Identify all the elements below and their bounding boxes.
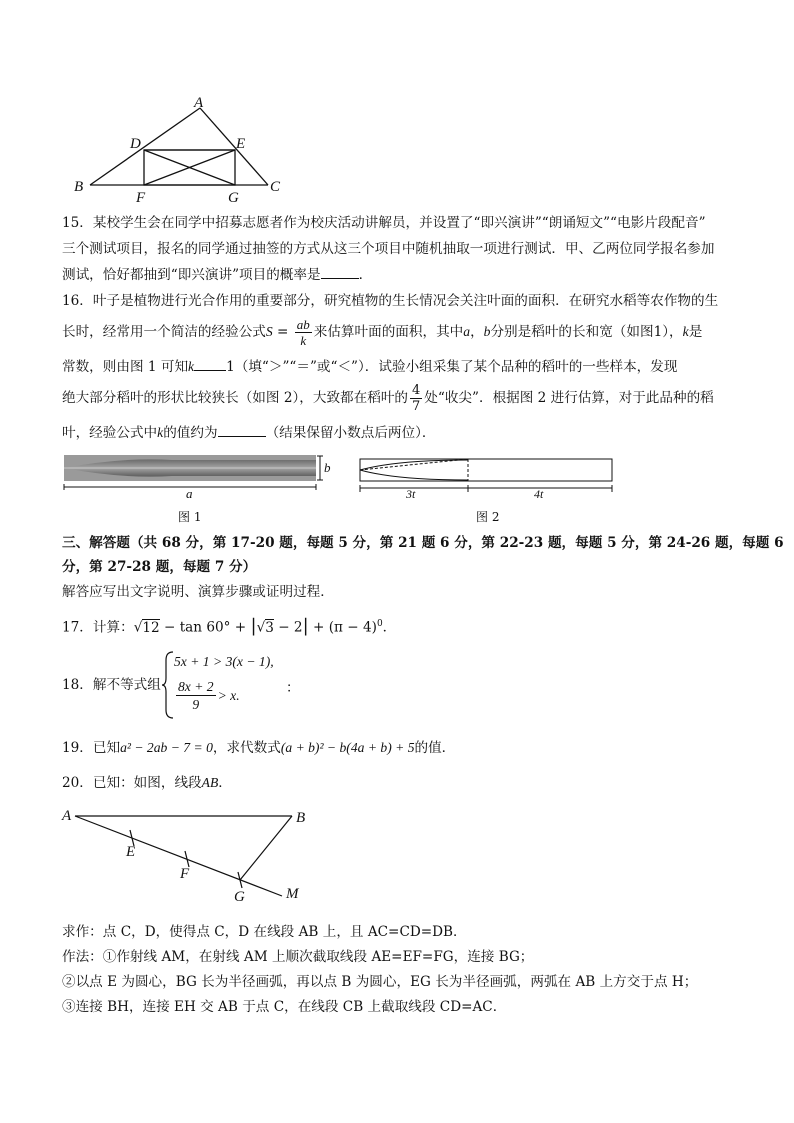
- formula-eq: =: [272, 324, 293, 340]
- q20-requirement: 求作：点 C，D，使得点 C，D 在线段 AB 上，且 AC=CD=DB．: [62, 924, 467, 940]
- figure-1-caption: 图 1: [178, 510, 202, 524]
- q20-method-1: 作法：①作射线 AM，在射线 AM 上顺次截取线段 AE=EF=FG，连接 BG；: [62, 949, 534, 965]
- var-b: b: [483, 324, 491, 339]
- label-E: E: [236, 136, 246, 152]
- plus: +: [308, 619, 329, 636]
- label-F: F: [180, 866, 190, 882]
- inequality-2: [174, 678, 240, 713]
- q16-line2: [62, 316, 702, 348]
- label-M: M: [286, 886, 299, 902]
- q16-text: 叶，经验公式中: [62, 425, 158, 441]
- q16-text: 长时，经常用一个简洁的经验公式: [62, 324, 266, 340]
- q19-expression: (a + b)² − b(4a + b) + 5: [280, 740, 415, 755]
- exponent-0: 0: [376, 619, 383, 629]
- fig1-label-a: a: [186, 486, 193, 500]
- label-C: C: [270, 179, 281, 195]
- q20-prefix: 20．已知：如图，线段: [62, 775, 202, 791]
- q19-mid: ，求代数式: [212, 740, 281, 756]
- system-brace: [162, 650, 174, 720]
- q17-end: ．: [382, 619, 397, 636]
- q16-text: 1（填“＞”“＝”或“＜”）．试验小组采集了某个品种的稻叶的一些样本，发现: [226, 359, 678, 375]
- figure-1-leaf: [62, 452, 338, 500]
- label-F: F: [136, 190, 146, 205]
- q15-text: 测试，恰好都抽到“即兴演讲”项目的概率是: [62, 267, 321, 283]
- label-B: B: [74, 179, 84, 195]
- ineq2-fraction: [176, 678, 216, 713]
- label-A: A: [194, 95, 204, 111]
- section-note: 解答应写出文字说明、演算步骤或证明过程．: [62, 584, 334, 600]
- q15-line2: 三个测试项目，报名的同学通过抽签的方式从这三个项目中随机抽取一项进行测试．甲、乙两位同学报名参加: [62, 241, 715, 257]
- section-heading-line1: 三、解答题（共 68 分，第 17-20 题，每题 5 分，第 21 题 6 分，第 22-23 题，每题 5 分，第 24-26 题，每题 6: [62, 535, 784, 551]
- var-k: k: [188, 359, 195, 374]
- label-D: D: [130, 136, 141, 152]
- ineq2-den: 9: [192, 697, 200, 712]
- q18-colon: ：: [286, 680, 300, 696]
- q16-text: 分别是稻叶的长和宽（如图1），: [490, 324, 683, 340]
- q16-text: 的值约为: [163, 425, 218, 441]
- q19-prefix: 19．已知: [62, 740, 121, 756]
- q20-given: [62, 772, 232, 794]
- q15-end: ．: [358, 267, 373, 283]
- q16-text: 绝大部分稻叶的形状比较狭长（如图 2），大致都在稻叶的: [62, 390, 409, 406]
- q16-line1: 16．叶子是植物进行光合作用的重要部分，研究植物的生长情况会关注叶面的面积．在研究水稻等农作物的生: [62, 293, 719, 309]
- tan-term: − tan 60° +: [159, 619, 251, 636]
- ineq2-num: 8x + 2: [178, 679, 214, 694]
- formula-fraction: [295, 317, 312, 348]
- abs-bar-right: |: [302, 615, 309, 637]
- q17: [62, 610, 396, 642]
- q19-end: 的值．: [414, 740, 456, 756]
- inequality-1: 5x + 1 > 3(x − 1),: [174, 654, 274, 669]
- q15-line1: 15．某校学生会在同学中招募志愿者作为校庆活动讲解员，并设置了“即兴演讲”“朗诵短文”“电影片段配音”: [62, 215, 706, 231]
- q15-line3: [62, 264, 372, 286]
- triangle-figure: [70, 95, 300, 205]
- q17-prefix: 17．计算：: [62, 619, 134, 636]
- answer-blank[interactable]: [321, 264, 359, 279]
- label-A: A: [62, 808, 72, 824]
- var-k: k: [157, 425, 164, 440]
- fig2-label-3t: 3t: [406, 487, 416, 500]
- answer-blank[interactable]: [194, 356, 226, 371]
- figure-2-caption: 图 2: [476, 510, 500, 524]
- q20-end: ．: [218, 775, 232, 791]
- formula-denominator: k: [300, 333, 307, 348]
- sqrt-sign: √: [256, 619, 266, 636]
- q16-text: 是: [688, 324, 703, 340]
- section-heading-line2: 分，第 27-28 题，每题 7 分）: [62, 559, 257, 575]
- segment-AB: AB: [201, 775, 219, 790]
- sqrt-3: 3: [265, 619, 274, 636]
- abs-bar-left: |: [250, 615, 257, 637]
- ineq2-rest: > x.: [217, 687, 240, 703]
- sqrt-12: 12: [142, 619, 160, 636]
- answer-blank[interactable]: [218, 422, 266, 437]
- frac-den: 7: [412, 399, 421, 414]
- q20-method-3: ③连接 BH，连接 EH 交 AB 于点 C，在线段 CB 上截取线段 CD=AC．: [62, 999, 507, 1015]
- fig1-label-b: b: [324, 460, 331, 475]
- frac-num: 4: [412, 383, 421, 398]
- label-E: E: [126, 844, 136, 860]
- pi-term: (π − 4): [328, 619, 377, 636]
- q19-condition: a² − 2ab − 7 = 0: [120, 740, 213, 755]
- label-B: B: [296, 810, 306, 826]
- figure-2-diagram: [356, 452, 618, 500]
- q18-prefix: 18．解不等式组: [62, 677, 161, 693]
- q19: [62, 737, 455, 759]
- q16-text: 常数，则由图 1 可知: [62, 359, 189, 375]
- label-G: G: [228, 190, 239, 205]
- q16-text: （结果保留小数点后两位）．: [265, 425, 436, 441]
- q16-text: 处“收尖”．根据图 2 进行估算，对于此品种的稻: [424, 390, 714, 406]
- fig2-label-4t: 4t: [534, 487, 544, 500]
- q16-text: 来估算叶面的面积，其中: [313, 324, 464, 340]
- q20-method-2: ②以点 E 为圆心，BG 长为半径画弧，再以点 B 为圆心，EG 长为半径画弧，两弧在 AB 上方交于点 H；: [62, 974, 698, 990]
- label-G: G: [234, 889, 245, 905]
- formula-S: S: [265, 324, 273, 339]
- q16-line4: [62, 380, 714, 416]
- four-sevenths: [410, 383, 422, 414]
- sqrt-sign: √: [133, 619, 143, 636]
- sep: ，: [470, 324, 484, 340]
- minus-2: − 2: [273, 619, 303, 636]
- var-k: k: [682, 324, 689, 339]
- formula-numerator: ab: [296, 317, 310, 332]
- segment-figure: [60, 800, 320, 910]
- q16-line3: [62, 356, 677, 378]
- q16-line5: [62, 422, 436, 444]
- var-a: a: [463, 324, 471, 339]
